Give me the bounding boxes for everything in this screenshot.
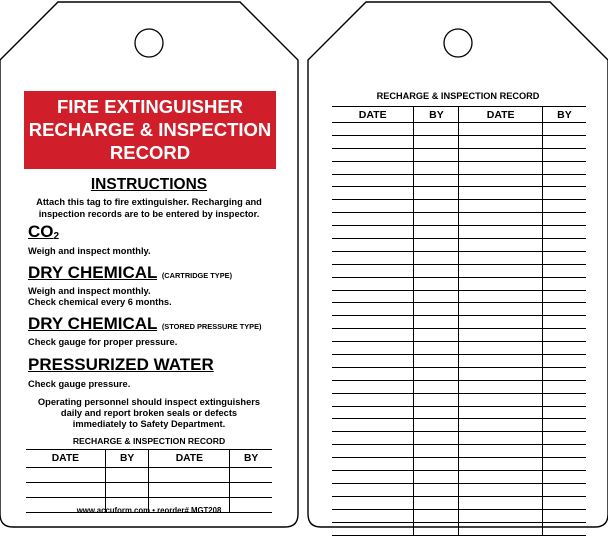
cell[interactable] [459,496,542,509]
cell[interactable] [542,355,586,368]
cell[interactable] [459,419,542,432]
cell[interactable] [414,419,459,432]
cell[interactable] [459,445,542,458]
table-row [332,458,586,471]
cell[interactable] [459,380,542,393]
cell[interactable] [332,380,414,393]
cell[interactable] [542,329,586,342]
cell[interactable] [414,471,459,484]
cell[interactable] [542,251,586,264]
cell[interactable] [542,367,586,380]
cell[interactable] [459,432,542,445]
dry-chemical-stored-heading: DRY CHEMICAL (STORED PRESSURE TYPE) [28,314,262,333]
cell[interactable] [459,329,542,342]
cell[interactable] [149,483,230,498]
table-row [332,135,586,148]
operating-note-line-2: daily and report broken seals or defects [60,408,238,418]
cell[interactable] [414,277,459,290]
cell[interactable] [414,161,459,174]
cell[interactable] [414,432,459,445]
cell[interactable] [459,509,542,522]
cell[interactable] [459,303,542,316]
table-row [332,432,586,445]
table-row [332,174,586,187]
instructions-title: INSTRUCTIONS [90,176,208,193]
cell[interactable] [414,187,459,200]
cell[interactable] [332,239,414,252]
cell[interactable] [105,483,149,498]
cell[interactable] [542,393,586,406]
cell[interactable] [332,406,414,419]
cell[interactable] [414,135,459,148]
cell[interactable] [542,200,586,213]
cell[interactable] [332,161,414,174]
operating-note-line-1: Operating personnel should inspect extinguishers [37,397,261,407]
cell[interactable] [414,483,459,496]
cell[interactable] [414,174,459,187]
cell[interactable] [459,187,542,200]
table-row [332,264,586,277]
table-row [332,342,586,355]
cell[interactable] [459,123,542,136]
cell[interactable] [414,251,459,264]
cell[interactable] [542,303,586,316]
cell[interactable] [332,445,414,458]
cell[interactable] [542,226,586,239]
table-header-row [332,107,586,123]
cell[interactable] [414,367,459,380]
cell[interactable] [459,174,542,187]
cell[interactable] [105,468,149,483]
cell[interactable] [414,329,459,342]
table-row [332,471,586,484]
cell[interactable] [332,277,414,290]
table-row [332,329,586,342]
cell[interactable] [542,290,586,303]
cell[interactable] [414,380,459,393]
cell[interactable] [414,290,459,303]
back-record-table [332,106,586,536]
cell[interactable] [459,200,542,213]
cell[interactable] [414,445,459,458]
cell[interactable] [332,393,414,406]
table-row [332,316,586,329]
table-row [332,251,586,264]
cell[interactable] [414,123,459,136]
cell[interactable] [542,471,586,484]
cell[interactable] [332,264,414,277]
cell[interactable] [542,316,586,329]
table-row [332,367,586,380]
header-by: BY [230,450,272,468]
cell[interactable] [414,213,459,226]
cell[interactable] [542,161,586,174]
cell[interactable] [414,458,459,471]
title-line-3: RECORD [109,142,191,163]
cell[interactable] [542,239,586,252]
cell[interactable] [459,264,542,277]
header-by: BY [414,107,459,123]
cell[interactable] [332,458,414,471]
table-row [332,355,586,368]
cell[interactable] [542,187,586,200]
table-row [332,393,586,406]
cell[interactable] [414,342,459,355]
back-tag [308,0,608,529]
cell[interactable] [459,393,542,406]
table-row [332,406,586,419]
table-row [26,468,272,483]
table-row [332,445,586,458]
cell[interactable] [26,483,105,498]
cell[interactable] [459,161,542,174]
dry-chemical-cartridge-line-1: Weigh and inspect monthly. [28,286,151,296]
table-row [332,496,586,509]
cell[interactable] [332,432,414,445]
cell[interactable] [414,226,459,239]
dry-chemical-cartridge-heading: DRY CHEMICAL (CARTRIDGE TYPE) [28,263,233,282]
table-row [332,380,586,393]
table-row [332,148,586,161]
cell[interactable] [542,483,586,496]
cell[interactable] [414,264,459,277]
cell[interactable] [414,355,459,368]
header-by: BY [105,450,149,468]
cell[interactable] [414,393,459,406]
table-row [332,509,586,522]
title-line-1: FIRE EXTINGUISHER [56,96,244,117]
instructions-line-1: Attach this tag to fire extinguisher. Recharging and [36,197,262,207]
cell[interactable] [332,123,414,136]
cell[interactable] [414,406,459,419]
cell[interactable] [542,213,586,226]
cell[interactable] [459,213,542,226]
cell[interactable] [332,226,414,239]
cell[interactable] [414,239,459,252]
footer-text: www.accuform.com • reorder# MGT208 [76,506,222,515]
cell[interactable] [230,483,272,498]
cell[interactable] [542,148,586,161]
cell[interactable] [332,251,414,264]
cell[interactable] [332,213,414,226]
cell[interactable] [459,483,542,496]
cell[interactable] [542,406,586,419]
table-row [332,200,586,213]
cell[interactable] [414,303,459,316]
instructions-line-2: inspection records are to be entered by inspector. [38,209,260,219]
table-row [332,226,586,239]
cell[interactable] [332,290,414,303]
cell[interactable] [542,135,586,148]
cell[interactable] [459,148,542,161]
cell[interactable] [459,342,542,355]
cell[interactable] [459,355,542,368]
cell[interactable] [230,468,272,483]
cell[interactable] [332,148,414,161]
cell[interactable] [459,277,542,290]
cell[interactable] [332,367,414,380]
front-tag [0,0,298,529]
back-record-title: RECHARGE & INSPECTION RECORD [376,91,540,101]
header-date: DATE [149,450,230,468]
table-row [332,277,586,290]
title-line-2: RECHARGE & INSPECTION [28,119,272,140]
cell[interactable] [332,187,414,200]
table-row [332,419,586,432]
cell[interactable] [414,200,459,213]
cell[interactable] [332,329,414,342]
dry-chemical-cartridge-line-2: Check chemical every 6 months. [28,297,172,307]
table-row [332,161,586,174]
table-header-row [26,450,272,468]
cell[interactable] [332,355,414,368]
table-row [332,239,586,252]
cell[interactable] [542,342,586,355]
cell[interactable] [332,471,414,484]
header-by: BY [542,107,586,123]
cell[interactable] [332,303,414,316]
cell[interactable] [332,316,414,329]
cell[interactable] [332,342,414,355]
cell[interactable] [332,174,414,187]
cell[interactable] [414,509,459,522]
co2-text: Weigh and inspect monthly. [28,246,151,256]
table-row [332,187,586,200]
cell[interactable] [332,483,414,496]
header-date: DATE [332,107,414,123]
cell[interactable] [542,432,586,445]
cell[interactable] [459,316,542,329]
cell[interactable] [459,406,542,419]
header-date: DATE [26,450,105,468]
cell[interactable] [459,226,542,239]
cell[interactable] [542,277,586,290]
cell[interactable] [459,251,542,264]
cell[interactable] [414,148,459,161]
cell[interactable] [414,316,459,329]
header-date: DATE [459,107,542,123]
title-banner [24,91,276,169]
table-row [26,483,272,498]
cell[interactable] [459,290,542,303]
cell[interactable] [542,380,586,393]
front-record-title: RECHARGE & INSPECTION RECORD [72,436,226,446]
cell[interactable] [542,509,586,522]
cell[interactable] [542,419,586,432]
cell[interactable] [542,123,586,136]
cell[interactable] [542,496,586,509]
cell[interactable] [459,367,542,380]
pressurized-water-text: Check gauge pressure. [28,379,131,389]
table-row [332,290,586,303]
table-row [332,483,586,496]
cell[interactable] [149,468,230,483]
cell[interactable] [459,458,542,471]
cell[interactable] [459,239,542,252]
cell[interactable] [332,496,414,509]
table-row [332,123,586,136]
cell[interactable] [332,135,414,148]
cell[interactable] [332,419,414,432]
table-row [332,303,586,316]
cell[interactable] [542,445,586,458]
front-record-table [26,449,272,513]
dry-chemical-stored-text: Check gauge for proper pressure. [28,337,178,347]
cell[interactable] [414,496,459,509]
cell[interactable] [459,471,542,484]
operating-note-line-3: immediately to Safety Department. [72,419,226,429]
cell[interactable] [26,468,105,483]
cell[interactable] [542,458,586,471]
cell[interactable] [542,264,586,277]
cell[interactable] [332,509,414,522]
pressurized-water-heading: PRESSURIZED WATER [28,355,214,374]
cell[interactable] [332,200,414,213]
cell[interactable] [459,135,542,148]
co2-heading: $CO_2$ [28,222,60,242]
table-row [332,213,586,226]
cell[interactable] [542,174,586,187]
